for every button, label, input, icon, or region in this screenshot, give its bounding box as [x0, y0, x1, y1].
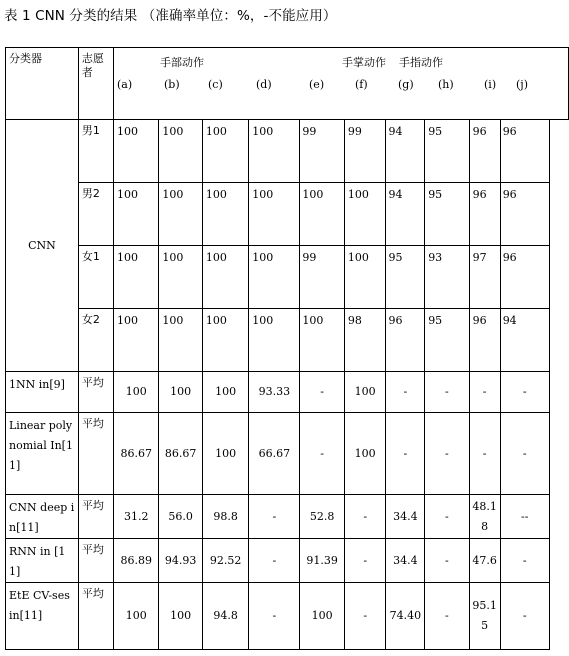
- value-cell: 34.4: [386, 539, 425, 583]
- volunteer-cell: 男1: [78, 120, 113, 183]
- value-cell: 98.8: [202, 495, 248, 539]
- sub-header-i: (i): [484, 78, 497, 91]
- value-cell: 86.67: [114, 413, 159, 495]
- value-cell: 100: [344, 372, 386, 413]
- value-cell: -: [500, 583, 549, 650]
- value-cell: -: [469, 372, 500, 413]
- header-row: [6, 48, 569, 120]
- value-cell: 100: [300, 583, 344, 650]
- table-row: [6, 120, 569, 183]
- value-cell: 100: [114, 309, 159, 372]
- value-cell: 74.40: [386, 583, 425, 650]
- value-cell: 93.33: [249, 372, 300, 413]
- value-cell: 100: [202, 183, 248, 246]
- value-cell: 96: [500, 246, 549, 309]
- value-cell: 66.67: [249, 413, 300, 495]
- volunteer-cell: 平均: [78, 583, 113, 650]
- value-cell: 94: [386, 120, 425, 183]
- value-cell: 86.89: [114, 539, 159, 583]
- value-cell: 100: [114, 246, 159, 309]
- value-cell: 94.8: [202, 583, 248, 650]
- value-cell: 95: [425, 309, 469, 372]
- volunteer-cell: 平均: [78, 413, 113, 495]
- value-cell: 100: [249, 246, 300, 309]
- classifier-cell: 1NN in[9]: [6, 372, 79, 413]
- header-finger-action: 手指动作: [399, 56, 444, 69]
- table-row: [6, 183, 569, 246]
- table-row: [6, 495, 569, 539]
- value-cell: 100: [249, 120, 300, 183]
- value-cell: -: [344, 583, 386, 650]
- value-cell: 95: [425, 120, 469, 183]
- value-cell: -: [300, 413, 344, 495]
- sub-header-a: (a): [117, 78, 133, 91]
- classifier-cell: EtE CV-ses in[11]: [6, 583, 79, 650]
- value-cell: 96: [500, 183, 549, 246]
- value-cell: 96: [469, 183, 500, 246]
- value-cell: 56.0: [159, 495, 203, 539]
- value-cell: 100: [344, 183, 386, 246]
- value-cell: 100: [202, 372, 248, 413]
- volunteer-cell: 女1: [78, 246, 113, 309]
- sub-header-c: (c): [208, 78, 223, 91]
- value-cell: 92.52: [202, 539, 248, 583]
- value-cell: 98: [344, 309, 386, 372]
- value-cell: 100: [344, 246, 386, 309]
- value-cell: -: [469, 413, 500, 495]
- table-row: [6, 583, 569, 650]
- value-cell: 96: [500, 120, 549, 183]
- classifier-cell: CNN deep in[11]: [6, 495, 79, 539]
- value-cell: -: [249, 539, 300, 583]
- value-cell: 94: [386, 183, 425, 246]
- header-volunteer: 志愿者: [78, 48, 113, 120]
- value-cell: 97: [469, 246, 500, 309]
- classifier-cell: Linear polynomial In[11]: [6, 413, 79, 495]
- value-cell: -: [425, 495, 469, 539]
- value-cell: -: [425, 539, 469, 583]
- sub-header-g: (g): [398, 78, 414, 91]
- value-cell: -: [300, 372, 344, 413]
- sub-header-h: (h): [438, 78, 454, 91]
- table-row: [6, 539, 569, 583]
- value-cell: 86.67: [159, 413, 203, 495]
- value-cell: 100: [159, 183, 203, 246]
- header-hand-action: 手部动作: [160, 56, 205, 69]
- value-cell: 100: [159, 372, 203, 413]
- classifier-cell: RNN in [11]: [6, 539, 79, 583]
- value-cell: 100: [202, 120, 248, 183]
- value-cell: 95: [425, 183, 469, 246]
- value-cell: 91.39: [300, 539, 344, 583]
- value-cell: 100: [202, 309, 248, 372]
- value-cell: 100: [114, 583, 159, 650]
- value-cell: 100: [114, 183, 159, 246]
- value-cell: -: [425, 583, 469, 650]
- table-caption: 表 1 CNN 分类的结果 （准确率单位：%，-不能应用）: [4, 8, 337, 24]
- table-body: [6, 48, 569, 650]
- value-cell: -: [425, 372, 469, 413]
- volunteer-cell: 平均: [78, 372, 113, 413]
- value-cell: 95: [386, 246, 425, 309]
- sub-header-f: (f): [355, 78, 368, 91]
- value-cell: 99: [300, 120, 344, 183]
- table-row: [6, 372, 569, 413]
- value-cell: -: [344, 495, 386, 539]
- value-cell: 52.8: [300, 495, 344, 539]
- value-cell: 47.6: [469, 539, 500, 583]
- value-cell: 100: [114, 372, 159, 413]
- value-cell: -: [344, 539, 386, 583]
- value-cell: 94.93: [159, 539, 203, 583]
- table-row: [6, 309, 569, 372]
- header-actions: [114, 48, 569, 120]
- header-palm-action: 手掌动作: [342, 56, 387, 69]
- value-cell: 100: [202, 246, 248, 309]
- value-cell: -: [425, 413, 469, 495]
- value-cell: 100: [159, 583, 203, 650]
- value-cell: 99: [344, 120, 386, 183]
- value-cell: 100: [159, 120, 203, 183]
- value-cell: 96: [469, 309, 500, 372]
- value-cell: 100: [159, 309, 203, 372]
- value-cell: -: [249, 583, 300, 650]
- value-cell: --: [500, 495, 549, 539]
- value-cell: -: [500, 539, 549, 583]
- value-cell: -: [500, 372, 549, 413]
- value-cell: 100: [249, 183, 300, 246]
- value-cell: 100: [300, 183, 344, 246]
- value-cell: 96: [386, 309, 425, 372]
- sub-header-d: (d): [256, 78, 272, 91]
- value-cell: -: [500, 413, 549, 495]
- value-cell: 96: [469, 120, 500, 183]
- value-cell: 99: [300, 246, 344, 309]
- value-cell: 34.4: [386, 495, 425, 539]
- value-cell: 100: [114, 120, 159, 183]
- value-cell: 48.18: [469, 495, 500, 539]
- volunteer-cell: 女2: [78, 309, 113, 372]
- sub-header-b: (b): [164, 78, 180, 91]
- sub-header-e: (e): [309, 78, 325, 91]
- classifier-cell: CNN: [6, 120, 79, 372]
- value-cell: 100: [249, 309, 300, 372]
- value-cell: 100: [344, 413, 386, 495]
- sub-header-j: (j): [516, 78, 529, 91]
- value-cell: 31.2: [114, 495, 159, 539]
- volunteer-cell: 平均: [78, 495, 113, 539]
- value-cell: 94: [500, 309, 549, 372]
- results-table: [5, 47, 569, 650]
- value-cell: -: [386, 413, 425, 495]
- value-cell: 93: [425, 246, 469, 309]
- value-cell: -: [386, 372, 425, 413]
- value-cell: 100: [202, 413, 248, 495]
- table-row: [6, 413, 569, 495]
- header-classifier: 分类器: [6, 48, 79, 120]
- volunteer-cell: 男2: [78, 183, 113, 246]
- value-cell: 100: [300, 309, 344, 372]
- table-row: [6, 246, 569, 309]
- value-cell: 95.15: [469, 583, 500, 650]
- value-cell: 100: [159, 246, 203, 309]
- volunteer-cell: 平均: [78, 539, 113, 583]
- value-cell: -: [249, 495, 300, 539]
